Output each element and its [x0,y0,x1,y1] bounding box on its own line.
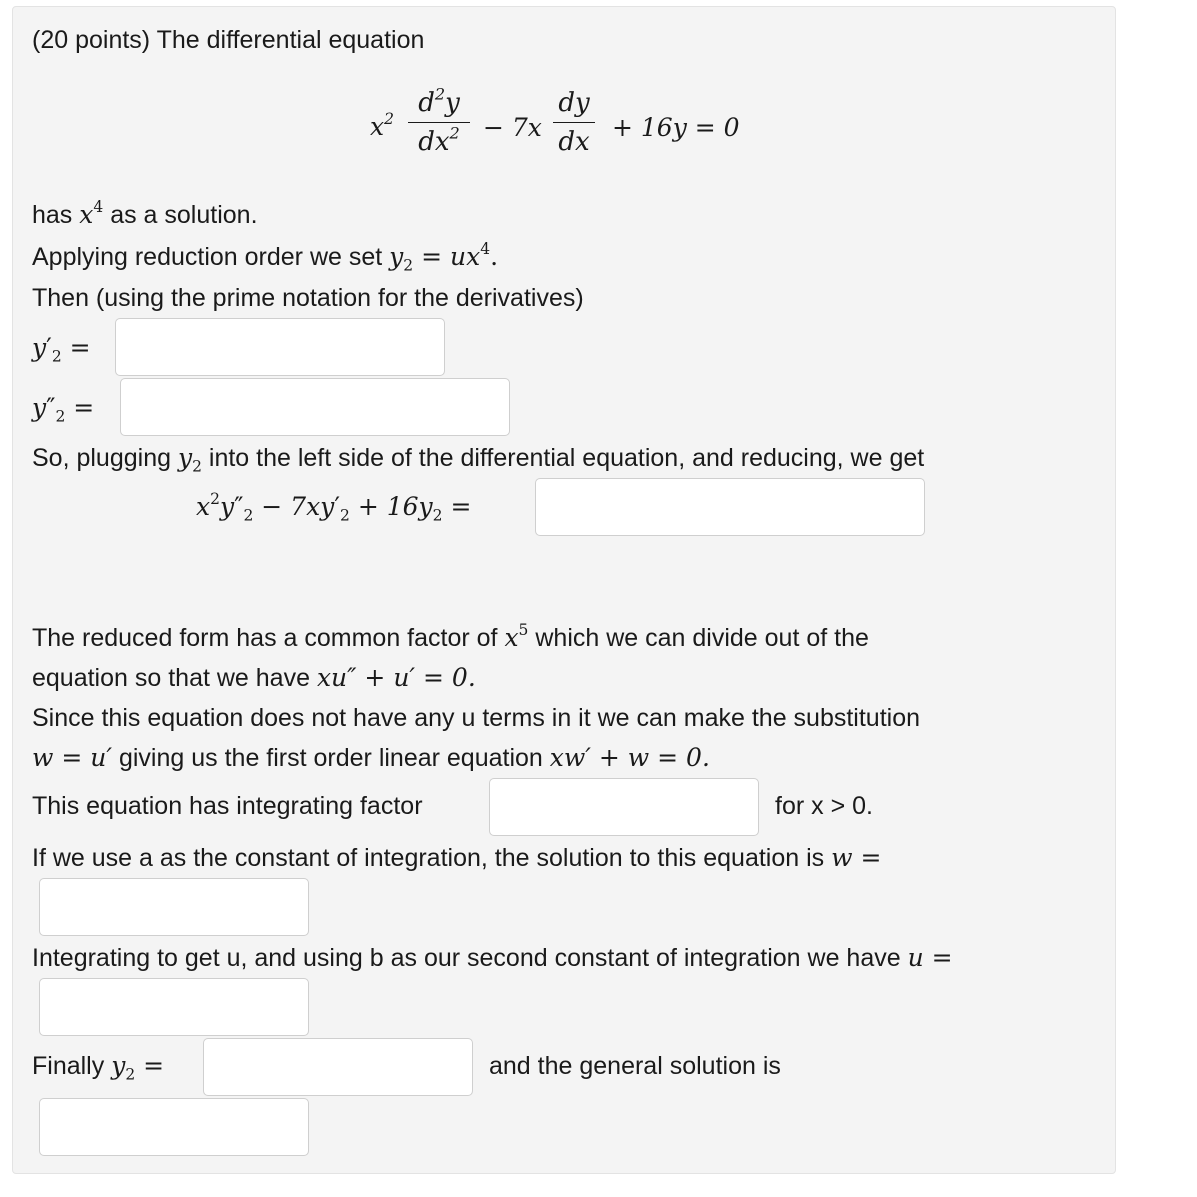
eq-tail: + 16y = 0 [612,113,740,142]
reduced-form-text-2: equation so that we have xu″ + u′ = 0. [32,663,476,692]
has-solution-text: has $x^4$ as a solution. [32,198,258,229]
y2-final-input[interactable] [203,1038,473,1096]
intro-text: (20 points) The differential equation [32,26,425,54]
y2-double-prime-input[interactable] [120,378,510,436]
constant-a-text: If we use a as the constant of integration, the solution to this equation is w = [32,843,882,872]
integrating-factor-suffix: for x > 0. [775,792,873,820]
frac1-den: dx [418,127,450,157]
eq-fraction-dy-dx [553,86,595,159]
integrating-factor-label: This equation has integrating factor [32,792,423,820]
y2-double-prime-label: $y''_2$ = [32,393,95,426]
since-text: Since this equation does not have any u terms in it we can make the substitution [32,704,921,732]
general-solution-input[interactable] [39,1098,309,1156]
frac2-den: dx [558,127,590,157]
y2-prime-label: $y'_2$ = [32,333,91,366]
substitution-text: w = u′ giving us the first order linear equation xw′ + w = 0. [32,743,710,772]
eq-coef-exp: 2 [384,110,394,129]
frac1-num: d [418,88,435,118]
frac1-num-exp: 2 [434,84,446,104]
frac2-num: dy [558,88,590,118]
integrating-factor-input[interactable] [489,778,759,836]
prime-note-text: Then (using the prime notation for the derivatives) [32,284,584,312]
frac1-num-var: y [445,88,460,118]
general-solution-label: and the general solution is [489,1052,781,1080]
reduction-text: Applying reduction order we set $y_2 = ux^4$. [32,240,499,275]
u-solution-input[interactable] [39,978,309,1036]
reduced-form-text-1: The reduced form has a common factor of $x^5$ which we can divide out of the [32,621,869,652]
finally-label: Finally $y_2$ = [32,1051,165,1084]
eq-minus-term: − 7x [483,113,542,142]
eq-fraction-d2y-dx2 [408,86,470,159]
eq-coef: x [370,112,385,141]
lhs-reduced-input[interactable] [535,478,925,536]
lhs-expression: $x^2y''_2 - 7xy'_2 + 16y_2$ = [196,490,472,525]
constant-b-text: Integrating to get u, and using b as our second constant of integration we have u = [32,943,953,972]
y2-prime-input[interactable] [115,318,445,376]
frac1-den-exp: 2 [449,123,460,143]
w-solution-input[interactable] [39,878,309,936]
plugging-text: So, plugging $y_2$ into the left side of the differential equation, and reducing, we get [32,443,925,476]
